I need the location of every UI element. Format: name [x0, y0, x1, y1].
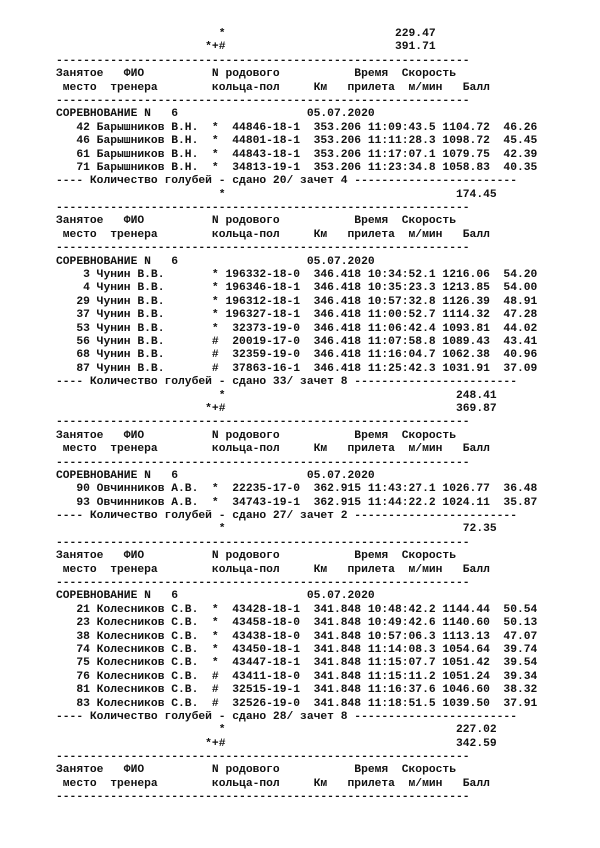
competition-header: СОРЕВНОВАНИЕ N 6 05.07.2020 [56, 469, 375, 482]
score-total-line: * 227.02 [56, 724, 497, 737]
separator-line: ------------------------------------------------------------- [56, 456, 470, 469]
column-header: место тренера кольца-пол Км прилета м/мин Балл [56, 228, 490, 241]
separator-line: ------------------------------------------------------------- [56, 94, 470, 107]
score-total-line: * 248.41 [56, 389, 497, 402]
separator-line: ------------------------------------------------------------- [56, 791, 470, 804]
result-row: 83 Колесников С.В. # 32526-19-0 341.848 11:18:51.5 1039.50 37.91 [56, 697, 538, 710]
competition-header: СОРЕВНОВАНИЕ N 6 05.07.2020 [56, 108, 375, 121]
result-row: 37 Чунин В.В. * 196327-18-1 346.418 11:00:52.7 1114.32 47.28 [56, 309, 538, 322]
column-header: место тренера кольца-пол Км прилета м/мин Балл [56, 443, 490, 456]
result-row: 38 Колесников С.В. * 43438-18-0 341.848 10:57:06.3 1113.13 47.07 [56, 630, 538, 643]
result-row: 71 Барышников В.Н. * 34813-19-1 353.206 11:23:34.8 1058.83 40.35 [56, 161, 538, 174]
result-row: 87 Чунин В.В. # 37863-16-1 346.418 11:25:42.3 1031.91 37.09 [56, 362, 538, 375]
score-total-line: *+# 391.71 [56, 41, 436, 54]
pigeon-count-line: ---- Количество голубей - сдано 28/ зачет 8 ------------------------ [56, 710, 517, 723]
pigeon-count-line: ---- Количество голубей - сдано 20/ зачет 4 ------------------------ [56, 175, 517, 188]
score-total-line: *+# 342.59 [56, 737, 497, 750]
result-row: 74 Колесников С.В. * 43450-18-1 341.848 11:14:08.3 1054.64 39.74 [56, 643, 538, 656]
separator-line: ------------------------------------------------------------- [56, 577, 470, 590]
result-row: 46 Барышников В.Н. * 44801-18-1 353.206 11:11:28.3 1098.72 45.45 [56, 135, 538, 148]
result-row: 75 Колесников С.В. * 43447-18-1 341.848 11:15:07.7 1051.42 39.54 [56, 657, 538, 670]
competition-header: СОРЕВНОВАНИЕ N 6 05.07.2020 [56, 255, 375, 268]
result-row: 42 Барышников В.Н. * 44846-18-1 353.206 11:09:43.5 1104.72 46.26 [56, 121, 538, 134]
pigeon-count-line: ---- Количество голубей - сдано 27/ зачет 2 ------------------------ [56, 510, 517, 523]
column-header: Занятое ФИО N родового Время Скорость [56, 68, 456, 81]
separator-line: ------------------------------------------------------------- [56, 751, 470, 764]
separator-line: ------------------------------------------------------------- [56, 54, 470, 67]
result-row: 21 Колесников С.В. * 43428-18-1 341.848 10:48:42.2 1144.44 50.54 [56, 603, 538, 616]
result-row: 90 Овчинников А.В. * 22235-17-0 362.915 11:43:27.1 1026.77 36.48 [56, 483, 538, 496]
column-header: Занятое ФИО N родового Время Скорость [56, 215, 456, 228]
result-row: 3 Чунин В.В. * 196332-18-0 346.418 10:34:52.1 1216.06 54.20 [56, 269, 538, 282]
result-row: 68 Чунин В.В. # 32359-19-0 346.418 11:16:04.7 1062.38 40.96 [56, 349, 538, 362]
score-total-line: * 72.35 [56, 523, 497, 536]
result-row: 4 Чунин В.В. * 196346-18-1 346.418 10:35:23.3 1213.85 54.00 [56, 282, 538, 295]
column-header: Занятое ФИО N родового Время Скорость [56, 550, 456, 563]
separator-line: ------------------------------------------------------------- [56, 416, 470, 429]
column-header: Занятое ФИО N родового Время Скорость [56, 764, 456, 777]
pigeon-count-line: ---- Количество голубей - сдано 33/ зачет 8 ------------------------ [56, 376, 517, 389]
result-row: 29 Чунин В.В. * 196312-18-1 346.418 10:57:32.8 1126.39 48.91 [56, 295, 538, 308]
separator-line: ------------------------------------------------------------- [56, 536, 470, 549]
score-total-line: * 174.45 [56, 188, 497, 201]
score-total-line: * 229.47 [56, 28, 436, 40]
separator-line: ------------------------------------------------------------- [56, 202, 470, 215]
result-row: 61 Барышников В.Н. * 44843-18-1 353.206 11:17:07.1 1079.75 42.39 [56, 148, 538, 161]
result-row: 81 Колесников С.В. # 32515-19-1 341.848 11:16:37.6 1046.60 38.32 [56, 684, 538, 697]
column-header: место тренера кольца-пол Км прилета м/мин Балл [56, 81, 490, 94]
result-row: 93 Овчинников А.В. * 34743-19-1 362.915 11:44:22.2 1024.11 35.87 [56, 496, 538, 509]
result-row: 23 Колесников С.В. * 43458-18-0 341.848 10:49:42.6 1140.60 50.13 [56, 617, 538, 630]
competition-header: СОРЕВНОВАНИЕ N 6 05.07.2020 [56, 590, 375, 603]
score-total-line: *+# 369.87 [56, 402, 497, 415]
result-row: 56 Чунин В.В. # 20019-17-0 346.418 11:07:58.8 1089.43 43.41 [56, 335, 538, 348]
column-header: место тренера кольца-пол Км прилета м/мин Балл [56, 563, 490, 576]
result-row: 76 Колесников С.В. # 43411-18-0 341.848 11:15:11.2 1051.24 39.34 [56, 670, 538, 683]
result-row: 53 Чунин В.В. * 32373-19-0 346.418 11:06:42.4 1093.81 44.02 [56, 322, 538, 335]
column-header: Занятое ФИО N родового Время Скорость [56, 429, 456, 442]
separator-line: ------------------------------------------------------------- [56, 242, 470, 255]
column-header: место тренера кольца-пол Км прилета м/мин Балл [56, 777, 490, 790]
results-printout [56, 28, 584, 805]
